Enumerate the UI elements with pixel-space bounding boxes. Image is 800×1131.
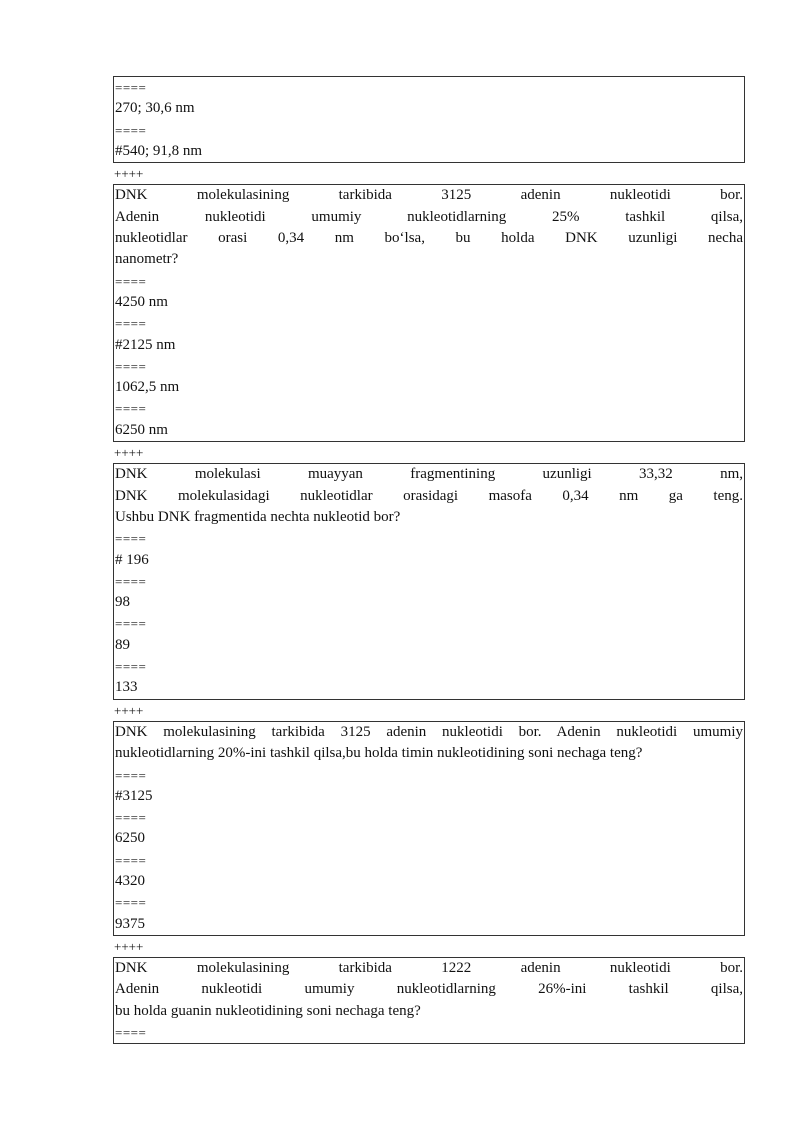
separator: ==== [115,273,147,289]
separator: ==== [115,767,147,783]
separator: ==== [115,122,147,138]
separator: ==== [115,531,147,547]
question-text-line: DNK molekulasining tarkibida 1222 adenin nukleotidi bor. [115,960,743,977]
question-delimiter: ++++ [114,445,144,461]
answer-option-correct: #540; 91,8 nm [115,142,203,159]
question-text-line: DNK molekulasining tarkibida 3125 adenin nukleotidi bor. Adenin nukleotidi umumiy [115,723,743,740]
question-box-1 [113,184,745,442]
document-page [113,76,745,1044]
question-text-line: Ushbu DNK fragmentida nechta nukleotid bor? [115,508,401,525]
question-text-line: DNK molekulasi muayyan fragmentining uzunligi 33,32 nm, [115,466,743,483]
question-text-line: bu holda guanin nukleotidining soni nechaga teng? [115,1002,421,1019]
answer-option: 133 [115,679,138,696]
separator: ==== [115,895,147,911]
question-text-line: nanometr? [115,251,179,268]
question-delimiter: ++++ [114,938,144,954]
separator: ==== [115,616,147,632]
question-text-line: nukleotidlar orasi 0,34 nm bo‘lsa, bu holda DNK uzunligi necha [115,230,743,247]
question-text-line: DNK molekulasining tarkibida 3125 adenin nukleotidi bor. [115,187,743,204]
answer-option-correct: # 196 [115,551,149,568]
answer-option: 9375 [115,915,145,932]
separator: ==== [115,316,147,332]
separator: ==== [115,810,147,826]
answer-box-previous [113,76,745,163]
separator: ==== [115,80,147,95]
separator: ==== [115,358,147,374]
answer-option: 89 [115,636,130,653]
question-text-line: Adenin nukleotidi umumiy nukleotidlarning 26%-ini tashkil qilsa, [115,981,743,998]
answer-option: 6250 [115,830,145,847]
question-text-line: DNK molekulasidagi nukleotidlar orasidagi masofa 0,34 nm ga teng. [115,487,743,504]
answer-option: 270; 30,6 nm [115,100,195,117]
answer-option: 4320 [115,872,145,889]
answer-option: 98 [115,594,130,611]
question-box-2 [113,463,745,699]
separator: ==== [115,852,147,868]
separator: ==== [115,659,147,675]
answer-option: 6250 nm [115,421,168,438]
question-text-line: nukleotidlarning 20%-ini tashkil qilsa,bu holda timin nukleotidining soni nechaga teng? [115,745,643,762]
question-delimiter: ++++ [114,702,144,718]
separator: ==== [115,1025,147,1041]
question-box-4 [113,957,745,1044]
separator: ==== [115,401,147,417]
answer-option: 4250 nm [115,293,168,310]
answer-option-correct: #3125 [115,787,153,804]
question-box-3 [113,721,745,936]
question-text-line: Adenin nukleotidi umumiy nukleotidlarning 25% tashkil qilsa, [115,208,743,225]
answer-option-correct: #2125 nm [115,336,176,353]
answer-option: 1062,5 nm [115,379,180,396]
separator: ==== [115,573,147,589]
question-delimiter: ++++ [114,166,144,182]
